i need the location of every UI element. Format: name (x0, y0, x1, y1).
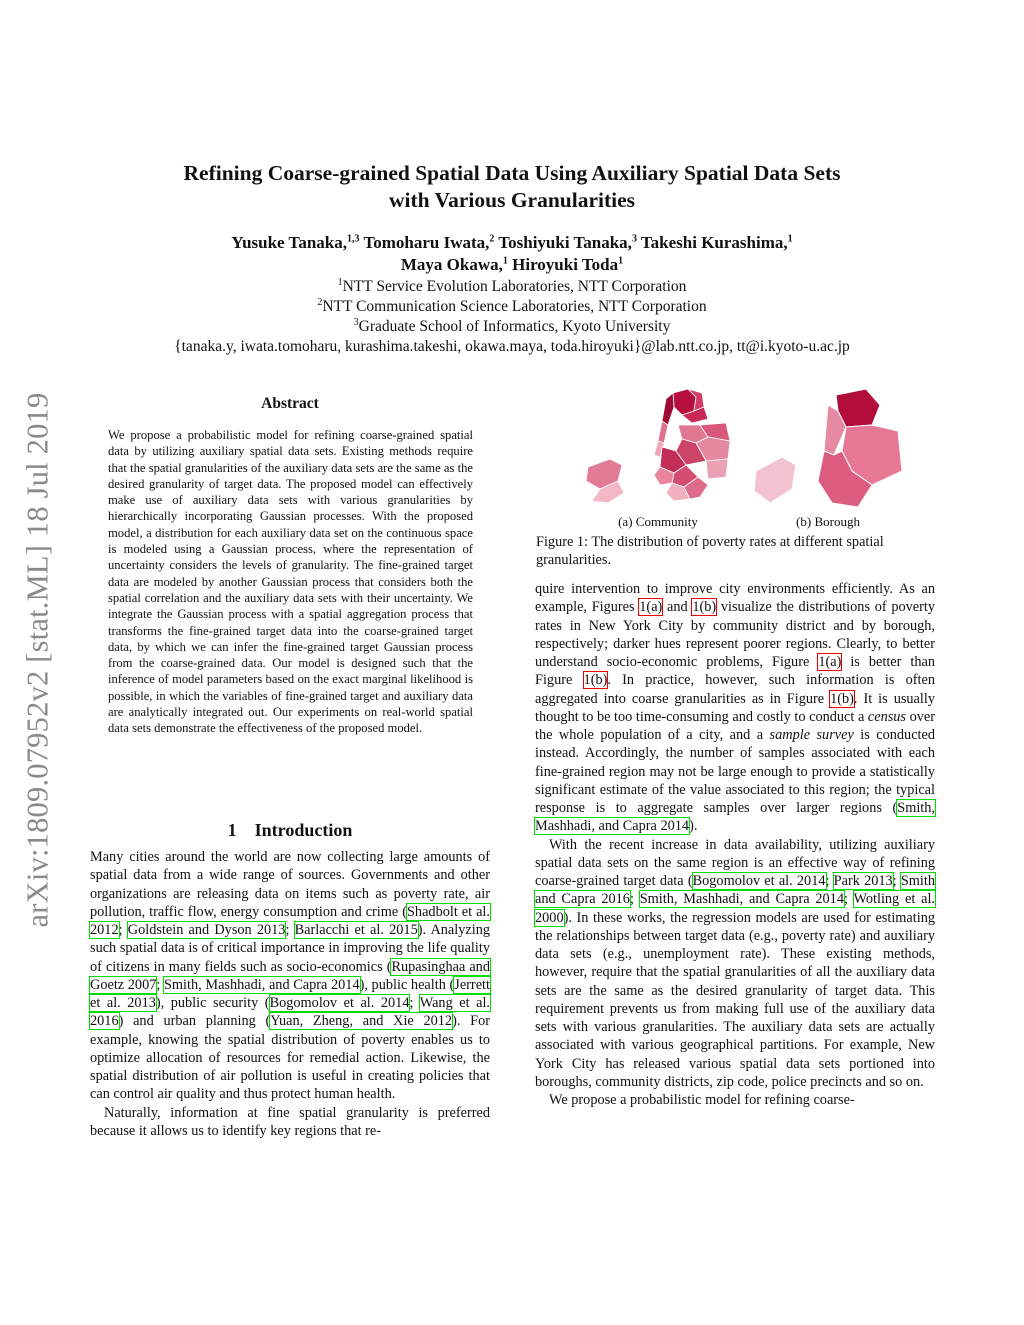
abstract-text: We propose a probabilistic model for refining coarse-grained spatial data by utilizing auxiliary spatial data sets. Existing methods require that the spatial granularities of the auxiliary data sets are the same as the desired granularity of target data. The proposed model can effectively make use of auxiliary data sets with various granularities by hierarchically incorporating Gaussian processes. With the proposed model, a distribution for each auxiliary data set on the continuous space is modeled using a Gaussian process, where the representation of uncertainty considers the levels of granularity. The fine-grained target data are modeled by another Gaussian process that considers both the spatial correlation and the auxiliary data sets with their uncertainty. We integrate the Gaussian process with a spatial aggregation process that transforms the fine-grained target data into the coarse-grained target data, by which we can infer the fine-grained target Gaussian process from the coarse-grained data. Our model is designed such that the inference of model parameters based on the exact marginal likelihood is possible, in which the variables of fine-grained target and auxiliary data are analytically integrated out. Our experiments on real-world spatial data sets demonstrate the effectiveness of the proposed model. (108, 428, 473, 736)
author-affil: 1 (618, 255, 624, 267)
authors-line-2 (110, 254, 914, 276)
paper-title (110, 160, 914, 214)
figure-ref-link[interactable]: 1(b) (692, 599, 717, 616)
author-list (110, 232, 914, 276)
citation-link[interactable]: Barlacchi et al. 2015 (294, 922, 418, 938)
body-paragraph-1: quire intervention to improve city environments efficiently. As an example, Figures 1(a) and 1(b) visualize the distributions of poverty rates in New York City by community district and by borough, respectively; darker hues represent poorer regions. Clearly, to better understand socio-economic problems, Figure 1(a) is better than Figure 1(b). In practice, however, such information is often aggregated into coarse granularities as in Figure 1(b). It is usually thought to be too time-consuming and costly to conduct a census over the whole population of a city, and a sample survey is conducted instead. Accordingly, the number of samples associated with each fine-grained region may not be large enough to provide a statistically significant estimate of the value associated to this region; the typical response is to aggregate samples over larger regions (Smith, Mashhadi, and Capra 2014). (535, 581, 936, 835)
author-name: Tomoharu Iwata, (363, 233, 490, 252)
section-title: Introduction (254, 820, 353, 840)
figure-ref-link[interactable]: 1(b) (830, 690, 854, 707)
citation-link[interactable]: Bogomolov et al. 2014 (269, 995, 410, 1011)
community-map-figure (578, 385, 738, 513)
figure-subcaption-a: (a) Community (618, 514, 698, 529)
intro-paragraph-1: Many cities around the world are now collecting large amounts of spatial data from a wide range of sources. Governments and other organizations are releasing data on items such as poverty rate, air pollution, traffic flow, energy consumption and crime (Shadbolt et al. 2012; Goldstein and Dyson 2013; Barlacchi et al. 2015). Analyzing such spatial data is of critical importance in improving the life quality of citizens in many fields such as socio-economics (Rupasinghaa and Goetz 2007; Smith, Mashhadi, and Capra 2014), public health (Jerrett et al. 2013), public security (Bogomolov et al. 2014; Wang et al. 2016) and urban planning (Yuan, Zheng, and Xie 2012). For example, knowing the spatial distribution of poverty enables us to optimize allocation of resources for remedial action. Likewise, the spatial distribution of air pollution is useful in creating policies that can control air quality and thus protect human health. (90, 849, 490, 1103)
body-paragraph-3: We propose a probabilistic model for refining coarse- (549, 1092, 855, 1108)
section-heading (90, 820, 490, 841)
author-name: Takeshi Kurashima, (640, 233, 788, 252)
citation-link[interactable]: Rupasinghaa and Goetz 2007 (90, 958, 490, 993)
affil-text: NTT Communication Science Laboratories, NTT Corporation (322, 298, 707, 315)
author-name: Hiroyuki Toda (512, 255, 619, 274)
figure-ref-link[interactable]: 1(a) (639, 599, 663, 616)
citation-link[interactable]: Wang et al. 2016 (90, 995, 490, 1030)
author-affil: 1 (502, 255, 508, 267)
body-paragraph-2: With the recent increase in data availability, utilizing auxiliary spatial data sets on the same region is an effective way of refining coarse-grained target data (Bogomolov et al. 2014; Park 2013; Smith and Capra 2016; Smith, Mashhadi, and Capra 2014; Wotling et al. 2000). In these works, the regression models are used for estimating the relationships between target data (e.g., poverty rate) and auxiliary data sets (e.g., unemployment rate). These existing methods, however, require that the spatial granularities of all the auxiliary data sets are the same as the desired granularity of target data. This requirement prevents us from making full use of the auxiliary data sets with various granularities. The auxiliary data sets are actually associated with various geographical partitions. For example, New York City has released various spatial data sets portioned into boroughs, community districts, zip code, police precincts and so on. (535, 836, 936, 1090)
author-affil: 1,3 (346, 233, 360, 245)
affil-number: 3 (353, 316, 359, 328)
right-column-body (535, 580, 935, 1109)
author-name: Toshiyuki Tanaka, (498, 233, 632, 252)
intro-paragraph-2: Naturally, information at fine spatial granularity is preferred because it allows us to identify key regions that re- (90, 1104, 490, 1139)
figure-caption: Figure 1: The distribution of poverty rates at different spatial granularities. (536, 534, 884, 568)
citation-link[interactable]: Smith, Mashhadi, and Capra 2014 (163, 976, 360, 993)
citation-link[interactable]: Goldstein and Dyson 2013 (127, 922, 286, 938)
author-emails: {tanaka.y, iwata.tomoharu, kurashima.takeshi, okawa.maya, toda.hiroyuki}@lab.ntt.co.jp, tt@i.kyoto-u.ac.jp (174, 338, 850, 355)
abstract-heading: Abstract (261, 395, 319, 412)
citation-link[interactable]: Park 2013 (833, 873, 893, 889)
community-map (586, 389, 730, 503)
citation-link[interactable]: Yuan, Zheng, and Xie 2012 (270, 1013, 453, 1030)
affiliation (110, 277, 914, 297)
affil-number: 2 (317, 296, 323, 308)
affiliations (110, 277, 914, 357)
author-name: Yusuke Tanaka, (231, 233, 347, 252)
arxiv-stamp (20, 360, 56, 960)
affil-text: NTT Service Evolution Laboratories, NTT Corporation (342, 278, 687, 295)
citation-link[interactable]: Bogomolov et al. 2014 (692, 873, 826, 889)
author-affil: 2 (489, 233, 495, 245)
author-affil: 1 (787, 233, 793, 245)
authors-line-1 (110, 232, 914, 254)
title-line-2: with Various Granularities (388, 188, 636, 212)
figure-ref-link[interactable]: 1(a) (818, 654, 842, 670)
affil-text: Graduate School of Informatics, Kyoto University (358, 318, 671, 335)
figure-subcaption-b: (b) Borough (796, 514, 860, 529)
author-affil: 3 (631, 233, 637, 245)
figure-ref-link[interactable]: 1(b) (583, 672, 608, 689)
affiliation (110, 297, 914, 317)
left-column-body (90, 848, 490, 1140)
citation-link[interactable]: Wotling et al. 2000 (535, 891, 936, 926)
affiliation (110, 317, 914, 337)
author-name: Maya Okawa, (400, 255, 503, 274)
citation-link[interactable]: Smith, Mashhadi, and Capra 2014 (639, 891, 844, 908)
title-line-1: Refining Coarse-grained Spatial Data Using Auxiliary Spatial Data Sets (183, 161, 841, 185)
borough-map (754, 389, 902, 507)
citation-link[interactable]: Jerrett et al. 2013 (90, 976, 490, 1011)
citation-link[interactable]: Shadbolt et al. 2012 (90, 903, 490, 938)
citation-link[interactable]: Smith, Mashhadi, and Capra 2014 (535, 800, 935, 835)
affil-number: 1 (337, 276, 343, 288)
section-number: 1 (227, 820, 237, 840)
borough-map-figure (748, 385, 908, 513)
citation-link[interactable]: Smith and Capra 2016 (535, 873, 936, 908)
arxiv-id: arXiv:1809.07952v2 [stat.ML] 18 Jul 2019 (20, 392, 55, 928)
